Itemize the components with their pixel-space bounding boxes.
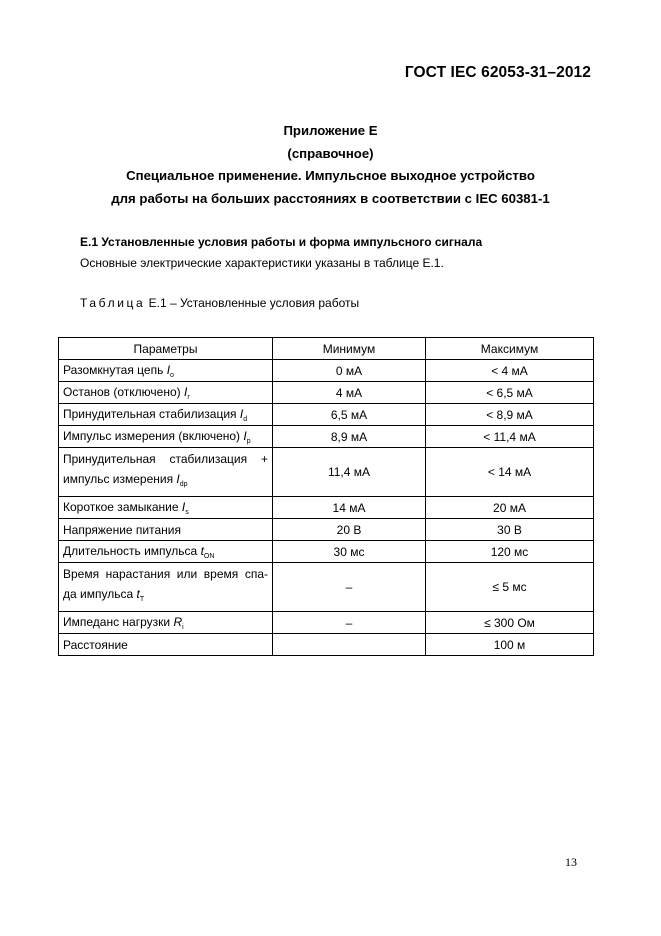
param-cell: Импеданс нагрузки $R_i$: [59, 612, 273, 634]
annex-title: Приложение Е: [283, 123, 378, 138]
table-row: [59, 563, 594, 612]
param-cell: Принудительная стабилизация $I_d$: [59, 404, 273, 426]
section-heading: E.1 Установленные условия работы и форма импульсного сигнала: [80, 235, 483, 249]
table-row: [59, 382, 594, 404]
min-cell: –: [273, 563, 426, 612]
param-cell: Принудительная стабилизация + импульс измерения $I_{dp}$: [59, 448, 273, 497]
annex-status: (справочное): [287, 145, 374, 161]
param-cell: Длительность импульса $t_{ON}$: [59, 541, 273, 563]
param-cell: Короткое замыкание $I_s$: [59, 497, 273, 519]
param-cell: Разомкнутая цепь $I_o$: [59, 360, 273, 382]
annex-header: [0, 120, 661, 210]
header-maximum: Максимум: [426, 338, 594, 360]
min-cell: 11,4 мА: [273, 448, 426, 497]
min-cell: 30 мс: [273, 541, 426, 563]
header-minimum: Минимум: [273, 338, 426, 360]
table-row: [59, 404, 594, 426]
annex-heading-line-2: для работы на больших расстояниях в соответствии с IEC 60381-1: [111, 190, 550, 206]
min-cell: [273, 634, 426, 656]
param-cell: Расстояние: [59, 634, 273, 656]
max-cell: < 4 мА: [426, 360, 594, 382]
max-cell: < 14 мА: [426, 448, 594, 497]
max-cell: 20 мА: [426, 497, 594, 519]
table-header-row: [59, 338, 594, 360]
table-caption-word: Таблица: [80, 296, 146, 310]
table-caption: [80, 296, 359, 310]
max-cell: < 8,9 мА: [426, 404, 594, 426]
max-cell: 120 мс: [426, 541, 594, 563]
max-cell: ≤ 5 мс: [426, 563, 594, 612]
min-cell: 8,9 мА: [273, 426, 426, 448]
table-row: [59, 497, 594, 519]
param-cell: Останов (отключено) $I_r$: [59, 382, 273, 404]
page-number: 13: [565, 855, 577, 869]
table-row: [59, 360, 594, 382]
min-cell: 4 мА: [273, 382, 426, 404]
max-cell: < 6,5 мА: [426, 382, 594, 404]
annex-heading-line-1: Специальное применение. Импульсное выходное устройство: [126, 168, 535, 183]
table-row: [59, 634, 594, 656]
max-cell: < 11,4 мА: [426, 426, 594, 448]
param-cell: Импульс измерения (включено) $I_p$: [59, 426, 273, 448]
param-cell: Время нарастания или время спа- да импульса $t_T$: [59, 563, 273, 612]
parameters-table: [58, 337, 594, 656]
min-cell: 6,5 мА: [273, 404, 426, 426]
max-cell: 30 В: [426, 519, 594, 541]
header-parameters: Параметры: [59, 338, 273, 360]
document-code: ГОСТ IEC 62053-31–2012: [404, 64, 591, 81]
table-row: [59, 426, 594, 448]
max-cell: ≤ 300 Ом: [426, 612, 594, 634]
table-row: [59, 448, 594, 497]
min-cell: 20 В: [273, 519, 426, 541]
table-row: [59, 612, 594, 634]
min-cell: –: [273, 612, 426, 634]
min-cell: 14 мА: [273, 497, 426, 519]
min-cell: 0 мА: [273, 360, 426, 382]
intro-text: Основные электрические характеристики указаны в таблице Е.1.: [80, 256, 444, 270]
table-row: [59, 519, 594, 541]
param-cell: Напряжение питания: [59, 519, 273, 541]
max-cell: 100 м: [426, 634, 594, 656]
table-row: [59, 541, 594, 563]
table-caption-rest: Е.1 – Установленные условия работы: [145, 296, 360, 310]
